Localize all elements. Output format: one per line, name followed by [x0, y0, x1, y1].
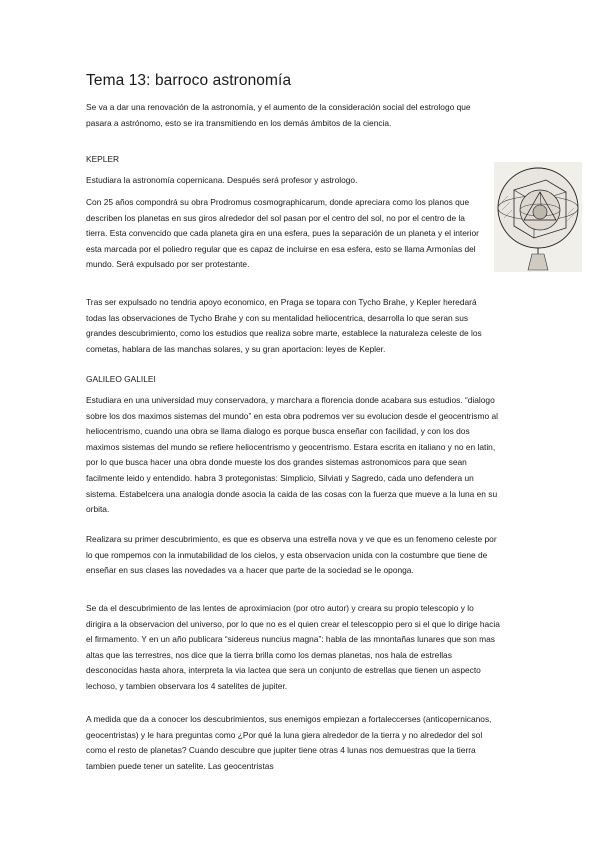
- galileo-paragraph-2: Realizara su primer descubrimiento, es que es observa una estrella nova y ve que es un fenomeno celeste por lo que rompemos con la inmutabilidad de los cielos, y esta observacion unida con la costumbre que tiene de enseñar en sus clases las novedades va a hacer que parte de la sociedad se le oponga.: [86, 534, 497, 576]
- galileo-paragraph-3: Se da el descubrimiento de las lentes de aproximiacion (por otro autor) y creara su propio telescopio y lo dirigira a la observacion del universo, por lo que no es el quien crear el telescoppio pero si el que lo dirige hacia el firmamento. Y en un año publicara “sidereus nuncius magna”: habla de las mnontañas lunares que son mas altas que las terrestres, nos dice que la tierra brilla como los demas planetas, nos hala de estrellas desconocidas hasta ahora, interpreta la via lactea que sera un conjunto de estrellas que tienen un aspecto lechoso, y tambien observara los 4 satelites de jupiter.: [86, 603, 500, 691]
- kepler-cosmic-model-illustration: [494, 162, 582, 272]
- galileo-paragraph-1: Estudiara en una universidad muy conservadora, y marchara a florencia donde acabara sus estudios. “dialogo sobre los dos maximos sistemas del mundo” en esta obra podremos ver su evolucion desde el geocentrismo al heliocentrismo, cuando una obra se llama dialogo es porque busca enseñar con facilidad, y con los dos maximos sistemas del mundo se refiere heliocentrismo y geocentrismo. Estara escrita en italiano y no en latin, por lo que busca hacer una obra donde mueste los dos grandes sistemas astronomicos para que sean facilmente leido y entendido. habra 3 protegonistas: Simplicio, Silviati y Sagredo, cada uno defendera un sistema. Estabelcera una analogia donde asocia la caida de las cosas con la fuerza que mueve a la luna en su orbita.: [86, 395, 498, 515]
- galileo-paragraph-4: A medida que da a conocer los descubrimientos, sus enemigos empiezan a fortaleccerses (anticopernicanos, geocentristas) y le hara preguntas como ¿Por qué la luna giera alrededor de la tierra y no alrededor del sol como el resto de planetas? Cuando descubre que jupiter tiene otras 4 lunas nos demuestras que la tierra tambien puede tener un satelite. Las geocentristas: [86, 714, 492, 771]
- galileo-heading: GALILEO GALILEI: [86, 374, 156, 384]
- page-title: Tema 13: barroco astronomía: [86, 72, 292, 89]
- intro-paragraph: Se va a dar una renovación de la astronomía, y el aumento de la consideración social del estrologo que pasara a astrónomo, esto se ira transmitiendo en los demás ámbitos de la ciencia.: [86, 102, 471, 128]
- kepler-heading: KEPLER: [86, 154, 120, 164]
- kepler-paragraph-1: Estudiara la astronomía copernicana. Después será profesor y astrologo.: [86, 175, 358, 185]
- kepler-paragraph-3: Tras ser expulsado no tendria apoyo economico, en Praga se topara con Tycho Brahe, y Kepler heredará todas las observaciones de Tycho Brahe y con su mentalidad heliocentrica, desarrolla lo que seran sus grandes descubrimiento, como los estudios que realiza sobre marte, establece la naturaleza celeste de los cometas, hablara de las manchas solares, y su gran aportacion: leyes de Kepler.: [86, 297, 482, 354]
- kepler-paragraph-2: Con 25 años compondrá su obra Prodromus cosmographicarum, donde apreciara como los planos que describen los planetas en sus giros alrededor del sol pasan por el centro del sol, no por el centro de la tierra. Esta convencido que cada planeta gira en una esfera, pues la separación de un planeta y el interior esta marcada por el poliedro regular que es capaz de incluirse en esa esfera, esto se llama Armonías del mundo. Será expulsado por ser protestante.: [86, 197, 479, 270]
